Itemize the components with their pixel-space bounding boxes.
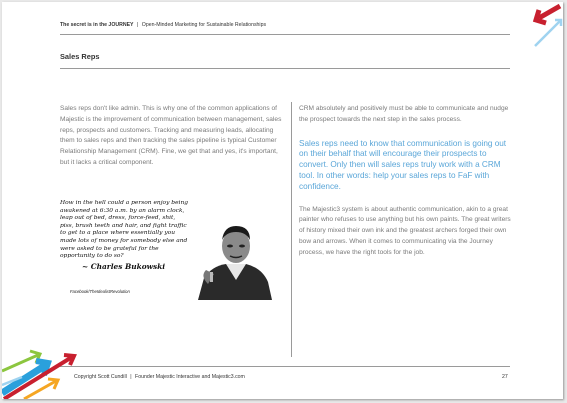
quote-image: [60, 200, 278, 300]
arrows-decoration-top-right: [527, 2, 563, 50]
section-rule: [60, 68, 510, 69]
portrait-photo: [190, 214, 278, 300]
footer-separator: |: [130, 374, 132, 380]
arrows-decoration-bottom-left: [2, 327, 82, 399]
column-divider: [291, 102, 292, 357]
header-separator: |: [136, 22, 139, 28]
header-subtitle: Open-Minded Marketing for Sustainable Relationships: [141, 22, 267, 28]
document-page: [2, 2, 563, 399]
highlight-callout: Sales reps need to know that communication is going out on their behalf that will encourage their prospects to convert. Only then will sales reps truly work with a CRM tool. In other words: help your sales reps to FaF with confidence.: [299, 138, 507, 191]
right-column: [299, 104, 513, 259]
footer-rule: [60, 366, 510, 367]
quote-author: ~ Charles Bukowski: [82, 262, 166, 271]
page-number: 27: [502, 374, 508, 380]
right-paragraph-1: CRM absolutely and positively must be able to communicate and nudge the prospect towards the next step in the sales process.: [299, 105, 509, 123]
quote-source: Facebook/TheIdealistRevolution: [70, 289, 130, 294]
header-title: The secret is in the JOURNEY: [60, 22, 134, 28]
left-column: [60, 104, 282, 169]
quote-text: How in the hell could a person enjoy being awakened at 6:30 a.m. by an alarm clock, leap out of bed, dress, force-feed, shit, piss, brush teeth and hair, and fight traffic to get to a place where essentially you made lots of money for somebody else and were asked to be grateful for the opportunity to do so?: [60, 200, 189, 260]
footer-copyright: Copyright Scott Cundill: [74, 374, 127, 380]
page-header: [60, 22, 266, 28]
left-paragraph: Sales reps don't like admin. This is why one of the common applications of Majestic is the improvement of communication between management, sales reps, prospects and customers. Tracking and measuring leads, allocating them to sales reps and then tracking the sales pipeline is typical Customer Relationship Management (CRM). Fine, we get that and yes, it's important, but it lacks a critical component.: [60, 105, 282, 166]
right-paragraph-2: The Majestic3 system is about authentic communication, akin to a great painter who refuses to use anything but his own paints. The great writers of history mixed their own ink and the greatest archers forged their own bow and arrows. When it comes to communicating via the Journey process, we have the right tools for the job.: [299, 205, 511, 256]
footer-founder: Founder Majestic Interactive and Majestic3.com: [135, 374, 245, 380]
page-footer: [74, 374, 245, 380]
header-rule: [60, 34, 510, 35]
section-title: Sales Reps: [60, 52, 100, 61]
